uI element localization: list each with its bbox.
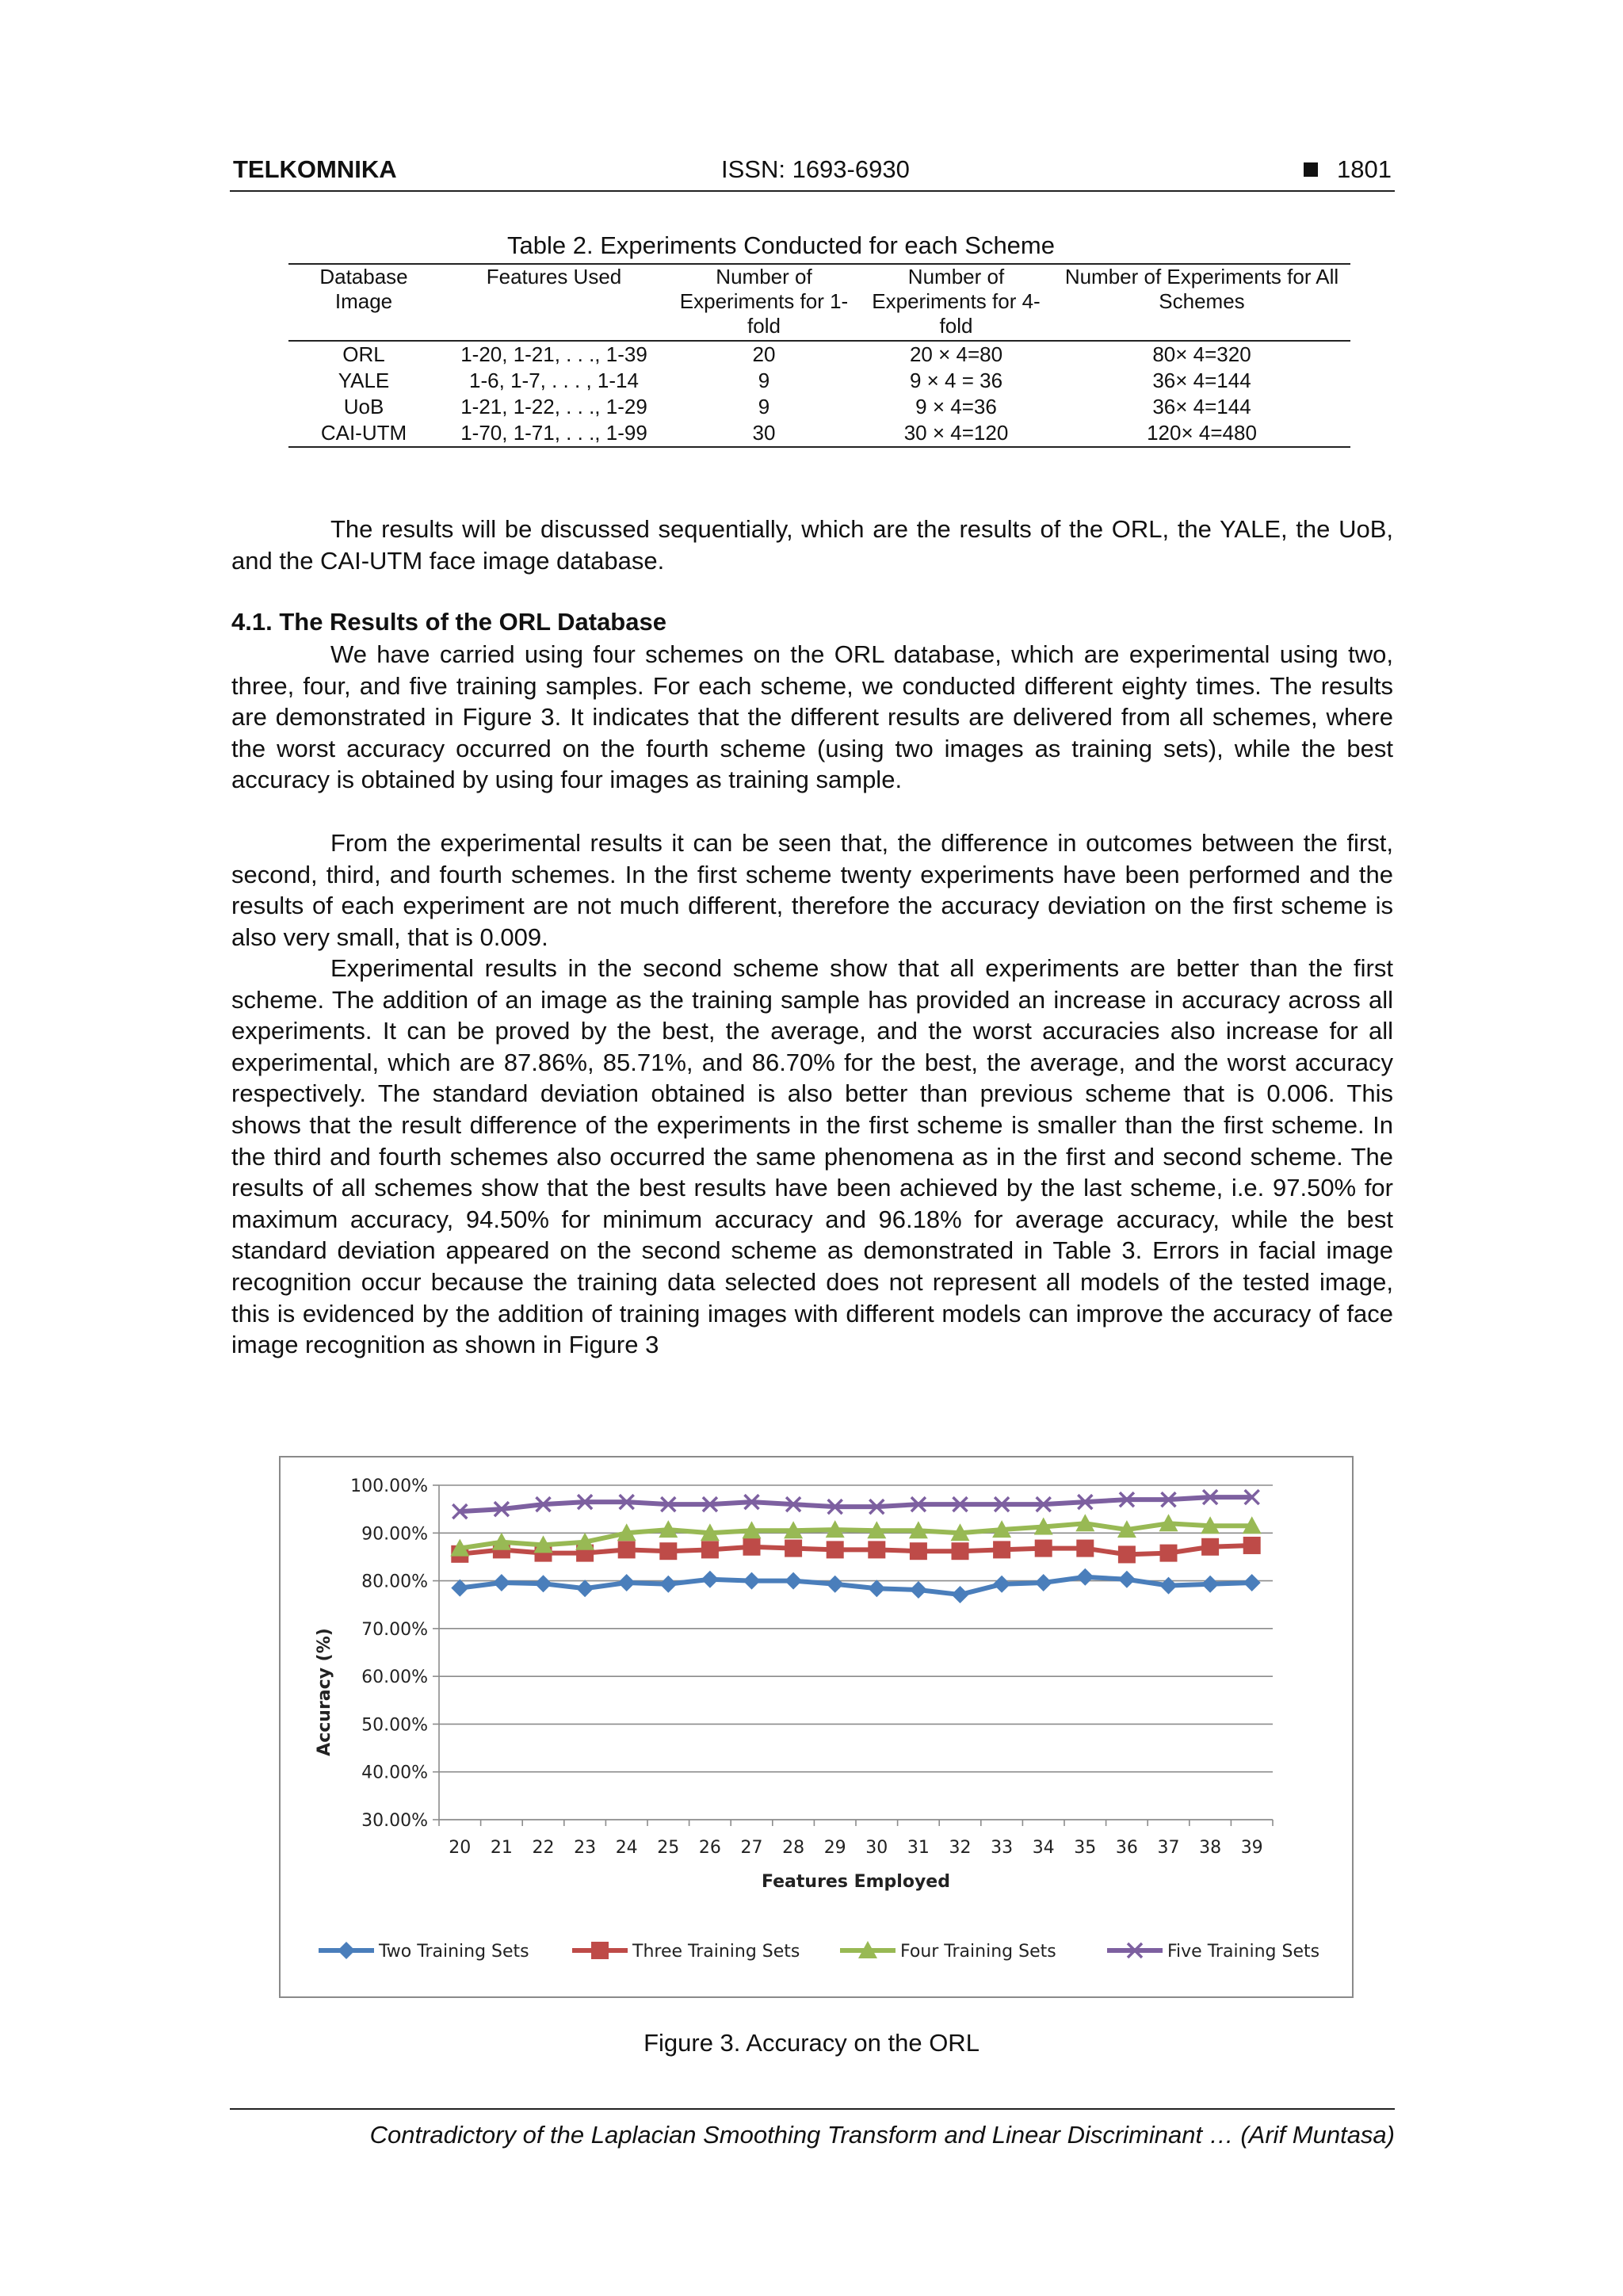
table-cell: 36× 4=144 <box>1152 395 1251 418</box>
table-header-cell: Number of Experiments for All Schemes <box>1064 265 1339 313</box>
data-point <box>1076 1568 1094 1586</box>
legend-label: Three Training Sets <box>632 1942 800 1962</box>
table-header-cell: Database Image <box>319 265 408 313</box>
table-cell: 9 × 4=36 <box>915 395 997 418</box>
table-header-row <box>288 264 1350 341</box>
data-point <box>743 1572 761 1590</box>
y-tick-label: 90.00% <box>361 1524 428 1545</box>
table-cell: 1-20, 1-21, . . ., 1-39 <box>460 342 647 366</box>
y-axis-title: Accuracy (%) <box>315 1628 334 1756</box>
figure-caption: Figure 3. Accuracy on the ORL <box>643 2029 980 2057</box>
x-tick-label: 22 <box>532 1838 555 1858</box>
intro-paragraph: The results will be discussed sequentially, which are the results of the ORL, the YALE, the UoB, and the CAI-UTM face image database. <box>231 515 1393 575</box>
data-point <box>743 1538 761 1556</box>
table-row <box>288 394 1350 420</box>
data-point <box>659 1576 677 1593</box>
data-point <box>1118 1545 1136 1563</box>
table-cell: YALE <box>338 369 390 392</box>
table-row <box>288 368 1350 394</box>
x-tick-label: 20 <box>449 1838 472 1858</box>
y-tick-label: 40.00% <box>361 1763 428 1783</box>
data-point <box>576 1580 594 1597</box>
x-tick-label: 39 <box>1240 1838 1263 1858</box>
page-number-wrap <box>1304 155 1392 184</box>
data-point <box>993 1576 1010 1593</box>
x-tick-label: 26 <box>698 1838 721 1858</box>
table-cell: 36× 4=144 <box>1152 369 1251 392</box>
x-tick-label: 21 <box>490 1838 513 1858</box>
y-tick-label: 100.00% <box>350 1477 428 1496</box>
data-point <box>910 1581 927 1599</box>
data-point <box>993 1541 1010 1558</box>
y-tick-label: 60.00% <box>361 1668 428 1688</box>
table-cell: 30 × 4=120 <box>903 421 1009 445</box>
data-point <box>952 1542 969 1560</box>
x-axis-title: Features Employed <box>762 1872 950 1892</box>
table-cell: 20 × 4=80 <box>909 342 1003 366</box>
table-cell: 1-21, 1-22, . . ., 1-29 <box>460 395 647 418</box>
x-tick-label: 30 <box>865 1838 888 1858</box>
data-point <box>1201 1538 1219 1556</box>
legend-marker <box>591 1942 609 1959</box>
data-point <box>659 1542 677 1560</box>
table-cell: CAI-UTM <box>320 421 407 445</box>
y-tick-label: 30.00% <box>361 1811 428 1831</box>
running-header <box>230 155 1395 192</box>
accuracy-line-chart <box>281 1457 1352 1996</box>
data-point <box>618 1541 636 1558</box>
data-point <box>1118 1571 1136 1588</box>
x-tick-label: 32 <box>949 1838 972 1858</box>
y-tick-label: 80.00% <box>361 1572 428 1592</box>
x-tick-label: 35 <box>1074 1838 1097 1858</box>
page-number: 1801 <box>1337 155 1392 183</box>
table-header-cell: Features Used <box>486 265 622 288</box>
section-heading: 4.1. The Results of the ORL Database <box>231 608 666 636</box>
table-cell: 9 × 4 = 36 <box>909 369 1003 392</box>
data-point <box>701 1541 719 1558</box>
experiments-table <box>288 263 1350 448</box>
legend-label: Two Training Sets <box>379 1942 529 1962</box>
legend-marker <box>338 1942 355 1959</box>
legend-label: Four Training Sets <box>900 1942 1056 1962</box>
data-point <box>1201 1576 1219 1593</box>
table-cell: 9 <box>758 395 770 418</box>
table-cell: 30 <box>752 421 776 445</box>
data-point <box>827 1541 844 1558</box>
x-tick-label: 38 <box>1199 1838 1222 1858</box>
data-point <box>618 1574 636 1591</box>
body-paragraph: Experimental results in the second scheme show that all experiments are better than the first scheme. The addition of an image as the training sample has provided an increase in accuracy across all experiments. It can be proved by the best, the average, and the worst accuracies also increase for all experimental, which are 87.86%, 85.71%, and 86.70% for the best, the average, and the worst accuracy respectively. The standard deviation obtained is also better than previous scheme that is 0.006. This shows that the result difference of the experiments in the first scheme is smaller than the first scheme. In the third and fourth schemes also occurred the same phenomena as in the first and second scheme. The results of all schemes show that the best results have been achieved by the last scheme, i.e. 97.50% for maximum accuracy, 94.50% for minimum accuracy and 96.18% for average accuracy, while the best standard deviation appeared on the second scheme as demonstrated in Table 3. Errors in facial image recognition occur because the training data selected does not represent all models of the tested image, this is evidenced by the addition of training images with different models can improve the accuracy of face image recognition as shown in Figure 3 <box>231 954 1393 1359</box>
square-bullet-icon <box>1304 162 1318 177</box>
legend-label: Five Training Sets <box>1167 1942 1320 1962</box>
table-cell: 9 <box>758 369 770 392</box>
data-point <box>1035 1574 1052 1591</box>
data-point <box>827 1576 844 1593</box>
x-tick-label: 36 <box>1115 1838 1138 1858</box>
x-tick-label: 25 <box>657 1838 680 1858</box>
table-cell: 1-70, 1-71, . . ., 1-99 <box>460 421 647 445</box>
y-tick-label: 70.00% <box>361 1619 428 1640</box>
table-row <box>288 341 1350 368</box>
data-point <box>493 1574 510 1591</box>
data-point <box>1243 1574 1261 1591</box>
x-tick-label: 24 <box>615 1838 638 1858</box>
data-point <box>1160 1545 1178 1562</box>
x-tick-label: 29 <box>823 1838 846 1858</box>
data-point <box>868 1541 885 1558</box>
table-cell: ORL <box>342 342 385 366</box>
data-point <box>535 1575 552 1592</box>
table-cell: 1-6, 1-7, . . . , 1-14 <box>469 369 639 392</box>
data-point <box>910 1542 927 1560</box>
body-paragraph: We have carried using four schemes on the ORL database, which are experimental using two, three, four, and five training samples. For each scheme, we conducted different eighty times. The results are demonstrated in Figure 3. It indicates that the different results are delivered from all schemes, where the worst accuracy occurred on the fourth scheme (using two images as training sets), while the best accuracy is obtained by using four images as training sample. <box>231 640 1393 794</box>
data-point <box>451 1580 468 1597</box>
y-tick-label: 50.00% <box>361 1715 428 1736</box>
x-tick-label: 37 <box>1157 1838 1180 1858</box>
x-tick-label: 31 <box>907 1838 930 1858</box>
data-point <box>701 1571 719 1588</box>
data-point <box>785 1572 802 1590</box>
table-cell: 120× 4=480 <box>1147 421 1257 445</box>
table-cell: 80× 4=320 <box>1152 342 1251 366</box>
table-caption: Table 2. Experiments Conducted for each Scheme <box>507 231 1055 259</box>
x-tick-label: 34 <box>1032 1838 1055 1858</box>
data-point <box>1035 1540 1052 1557</box>
x-tick-label: 33 <box>991 1838 1014 1858</box>
table-cell: UoB <box>343 395 384 418</box>
data-point <box>952 1586 969 1603</box>
body-paragraph: From the experimental results it can be seen that, the difference in outcomes between the first, second, third, and fourth schemes. In the first scheme twenty experiments have been performed and the results of each experiment are not much different, therefore the accuracy deviation on the first scheme is also very small, that is 0.009. <box>231 829 1393 951</box>
x-tick-label: 28 <box>782 1838 805 1858</box>
x-tick-label: 27 <box>740 1838 763 1858</box>
figure-frame <box>279 1456 1354 1998</box>
data-point <box>1076 1540 1094 1557</box>
x-tick-label: 23 <box>574 1838 597 1858</box>
data-point <box>1243 1537 1261 1554</box>
data-point <box>1160 1577 1178 1595</box>
issn: ISSN: 1693-6930 <box>721 155 910 183</box>
table-header-cell: Number of Experiments for 4-fold <box>872 265 1041 338</box>
running-footer: Contradictory of the Laplacian Smoothing Transform and Linear Discriminant … (Arif Muntasa) <box>230 2108 1395 2149</box>
table-row <box>288 420 1350 447</box>
data-point <box>785 1540 802 1557</box>
data-point <box>868 1580 885 1597</box>
table-header-cell: Number of Experiments for 1-fold <box>679 265 849 338</box>
table-cell: 20 <box>752 342 776 366</box>
journal-name: TELKOMNIKA <box>233 155 397 183</box>
